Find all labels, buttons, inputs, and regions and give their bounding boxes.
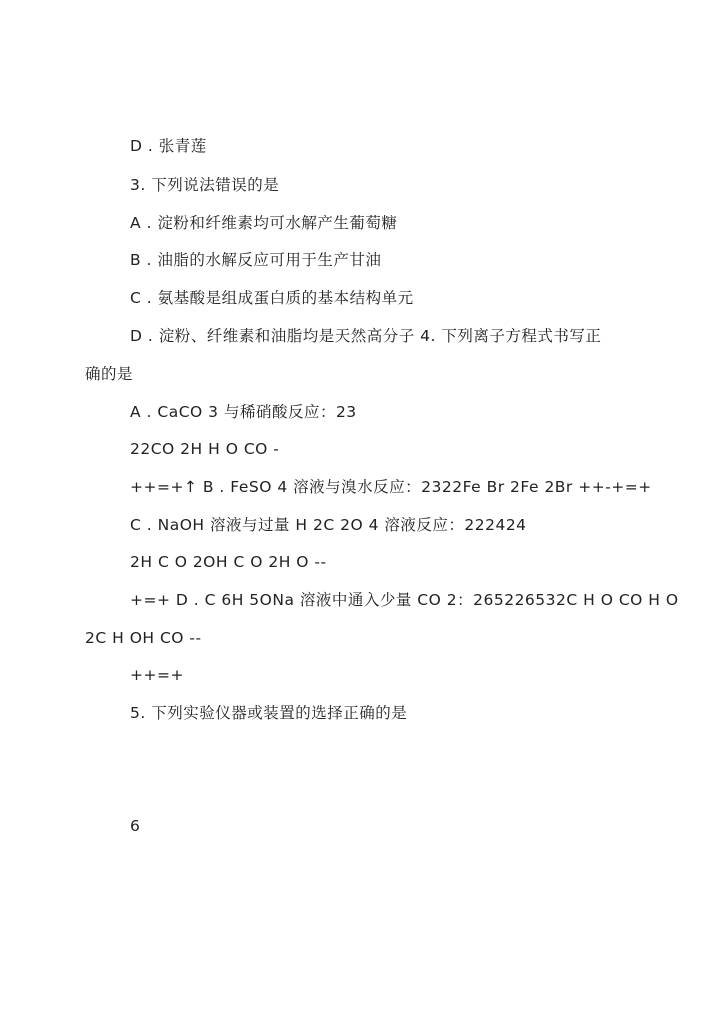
option-d-text: D . 张青莲 <box>130 137 207 155</box>
question-4-stem-continued: 确的是 <box>85 365 134 383</box>
equation-and-option-d-line: +=+ D . C 6H 5ONa 溶液中通入少量 CO 2：265226532C H O CO H O <box>130 591 679 609</box>
option-b-text: B . 油脂的水解反应可用于生产甘油 <box>130 251 382 269</box>
option-a-text: A . 淀粉和纤维素均可水解产生葡萄糖 <box>130 214 398 232</box>
option-d-and-question-4-stem: D . 淀粉、纤维素和油脂均是天然高分子 4. 下列离子方程式书写正 <box>130 327 602 345</box>
equation-line: ++=+ <box>130 666 184 684</box>
question-5-stem: 5. 下列实验仪器或装置的选择正确的是 <box>130 704 408 722</box>
option-c-text: C . 氨基酸是组成蛋白质的基本结构单元 <box>130 289 414 307</box>
question-6-number: 6 <box>130 817 141 835</box>
equation-and-option-b-line: ++=+↑ B . FeSO 4 溶液与溴水反应：2322Fe Br 2Fe 2Br ++-+=+ <box>130 478 652 496</box>
equation-line: 2H C O 2OH C O 2H O -- <box>130 553 327 571</box>
equation-line: 22CO 2H H O CO - <box>130 440 280 458</box>
option-a-text: A . CaCO 3 与稀硝酸反应：23 <box>130 403 357 421</box>
option-c-text: C . NaOH 溶液与过量 H 2C 2O 4 溶液反应：222424 <box>130 516 527 534</box>
equation-line: 2C H OH CO -- <box>85 629 202 647</box>
question-3-stem: 3. 下列说法错误的是 <box>130 176 280 194</box>
